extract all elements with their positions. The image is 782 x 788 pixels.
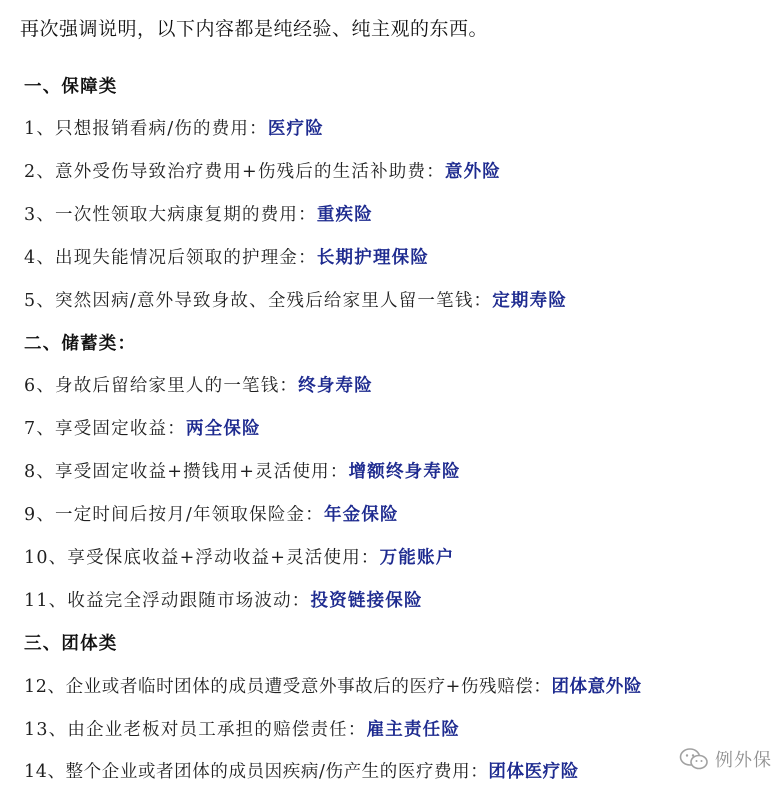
item-answer: 重疾险 bbox=[316, 205, 373, 225]
item-text: 14、整个企业或者团体的成员因疾病/伤产生的医疗费用： bbox=[24, 762, 489, 782]
item-text: 13、由企业老板对员工承担的赔偿责任： bbox=[24, 720, 367, 740]
item-text: 12、企业或者临时团体的成员遭受意外事故后的医疗+伤残赔偿： bbox=[24, 677, 552, 697]
list-item bbox=[24, 715, 460, 745]
item-answer: 投资链接保险 bbox=[310, 591, 423, 611]
list-item bbox=[24, 672, 642, 702]
list-item bbox=[24, 586, 423, 616]
list-item bbox=[24, 543, 454, 573]
item-answer: 增额终身寿险 bbox=[348, 462, 461, 482]
section-heading-savings: 二、储蓄类： bbox=[24, 334, 137, 354]
list-item bbox=[24, 500, 399, 530]
item-text: 3、一次性领取大病康复期的费用： bbox=[24, 205, 317, 225]
item-text: 11、收益完全浮动跟随市场波动： bbox=[24, 591, 311, 611]
watermark-text: 例外保 bbox=[715, 750, 772, 771]
watermark bbox=[679, 746, 772, 772]
item-answer: 年金保险 bbox=[323, 505, 399, 525]
list-item bbox=[24, 200, 373, 230]
section-heading-protection: 一、保障类 bbox=[24, 77, 118, 97]
item-answer: 终身寿险 bbox=[298, 376, 373, 396]
list-item bbox=[24, 243, 429, 273]
item-answer: 团体意外险 bbox=[551, 677, 642, 697]
item-text: 5、突然因病/意外导致身故、全残后给家里人留一笔钱： bbox=[24, 291, 493, 311]
item-text: 6、身故后留给家里人的一笔钱： bbox=[24, 376, 299, 396]
item-answer: 意外险 bbox=[444, 162, 502, 182]
list-item bbox=[24, 757, 579, 787]
item-answer: 医疗险 bbox=[267, 119, 324, 139]
item-answer: 雇主责任险 bbox=[366, 720, 461, 740]
list-item bbox=[24, 114, 324, 144]
item-answer: 团体医疗险 bbox=[488, 762, 579, 782]
item-text: 1、只想报销看病/伤的费用： bbox=[24, 119, 268, 139]
list-item bbox=[24, 457, 461, 487]
list-item bbox=[24, 414, 261, 444]
item-answer: 两全保险 bbox=[185, 419, 261, 439]
item-text: 2、意外受伤导致治疗费用+伤残后的生活补助费： bbox=[24, 162, 445, 182]
item-answer: 万能账户 bbox=[379, 548, 455, 568]
list-item bbox=[24, 371, 373, 401]
item-answer: 长期护理保险 bbox=[316, 248, 430, 268]
intro-text: 再次强调说明，以下内容都是纯经验、纯主观的东西。 bbox=[20, 18, 489, 40]
list-item bbox=[24, 286, 567, 316]
item-text: 4、出现失能情况后领取的护理金： bbox=[24, 248, 317, 268]
item-answer: 定期寿险 bbox=[492, 291, 568, 311]
list-item bbox=[24, 157, 501, 187]
item-text: 7、享受固定收益： bbox=[24, 419, 186, 439]
section-heading-group: 三、团体类 bbox=[24, 634, 118, 654]
item-text: 10、享受保底收益+浮动收益+灵活使用： bbox=[24, 548, 380, 568]
item-text: 9、一定时间后按月/年领取保险金： bbox=[24, 505, 324, 525]
item-text: 8、享受固定收益+攒钱用+灵活使用： bbox=[24, 462, 349, 482]
wechat-icon bbox=[679, 747, 709, 771]
